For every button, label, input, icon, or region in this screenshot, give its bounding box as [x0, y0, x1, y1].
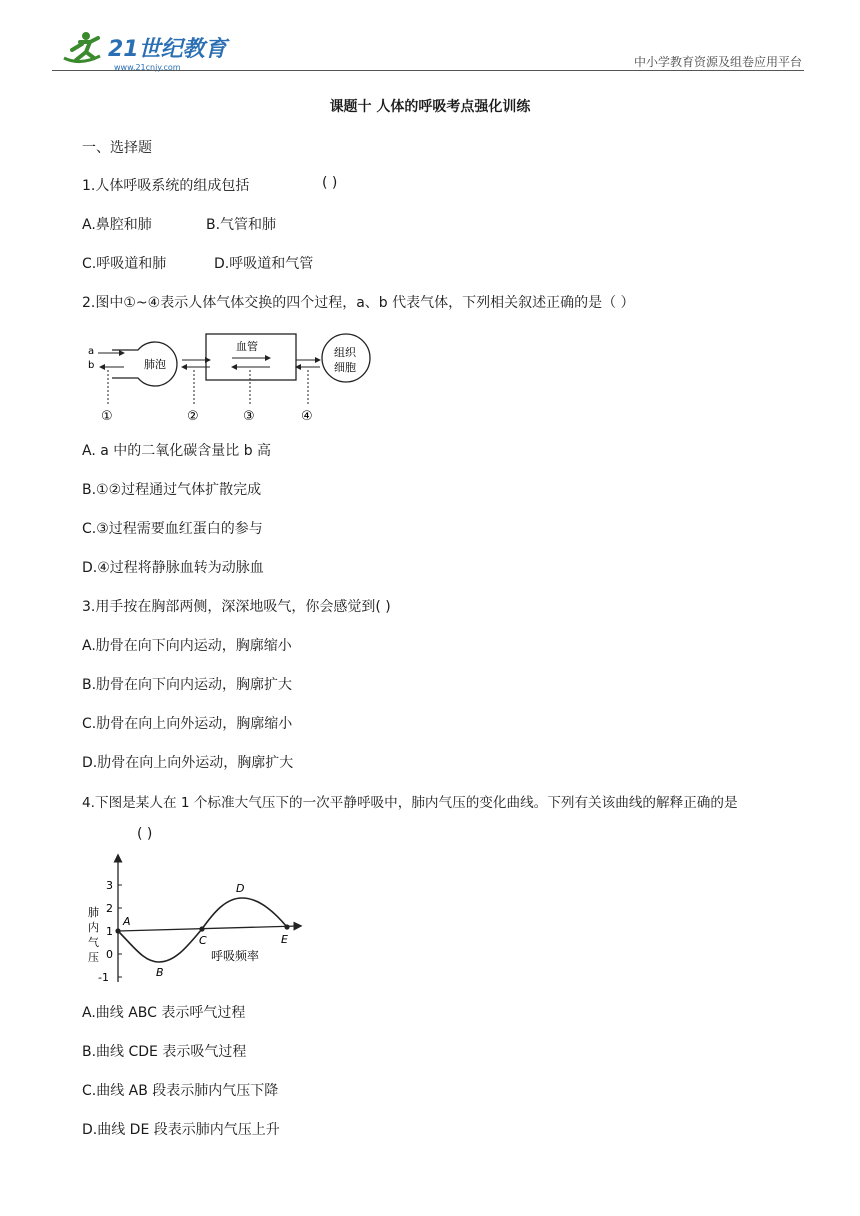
- q4-stem: 4.下图是某人在 1 个标准大气压下的一次平静呼吸中，肺内气压的变化曲线。下列有关该曲线的解释正确的是: [82, 795, 738, 811]
- q1-bracket: ( ): [322, 175, 338, 191]
- ylabel-char-1: 肺: [88, 906, 99, 919]
- gas-b-label: b: [88, 360, 95, 371]
- q2-option-c: C.③过程需要血红蛋白的参与: [82, 521, 263, 537]
- process-2-label: ②: [187, 409, 199, 424]
- q4-option-c: C.曲线 AB 段表示肺内气压下降: [82, 1083, 279, 1099]
- q3-option-d: D.肋骨在向上向外运动，胸廓扩大: [82, 755, 294, 771]
- vessel-label: 血管: [236, 340, 258, 353]
- logo-text: 21世纪教育: [108, 37, 227, 62]
- page-title: 课题十 人体的呼吸考点强化训练: [329, 99, 531, 115]
- ylabel-char-2: 内: [88, 921, 99, 934]
- q2-option-a: A. a 中的二氧化碳含量比 b 高: [82, 443, 272, 459]
- point-b-label: B: [156, 966, 164, 979]
- q1-option-a: A.鼻腔和肺: [82, 217, 152, 233]
- q3-option-a: A.肋骨在向下向内运动，胸廓缩小: [82, 638, 292, 654]
- point-a-label: A: [123, 915, 131, 928]
- q4-option-d: D.曲线 DE 段表示肺内气压上升: [82, 1122, 280, 1138]
- q2-option-d: D.④过程将静脉血转为动脉血: [82, 560, 264, 576]
- site-logo: [60, 28, 240, 74]
- point-e-label: E: [281, 933, 288, 946]
- y-tick-1: 1: [106, 925, 113, 938]
- lung-pressure-chart: [84, 852, 310, 986]
- alveolus-label: 肺泡: [144, 358, 166, 371]
- process-3-label: ③: [243, 409, 255, 424]
- gas-exchange-diagram: [84, 326, 384, 424]
- q1-option-b: B.气管和肺: [206, 217, 277, 233]
- cell-label-1: 组织: [334, 346, 356, 359]
- q1-stem: 1.人体呼吸系统的组成包括: [82, 178, 250, 194]
- platform-name: 中小学教育资源及组卷应用平台: [633, 55, 802, 69]
- point-c-label: C: [199, 934, 207, 947]
- point-d-label: D: [236, 882, 245, 895]
- q3-option-c: C.肋骨在向上向外运动，胸廓缩小: [82, 716, 293, 732]
- process-4-label: ④: [301, 409, 313, 424]
- process-1-label: ①: [101, 409, 113, 424]
- y-tick-neg1: -1: [98, 971, 109, 984]
- y-tick-0: 0: [106, 948, 113, 961]
- q3-option-b: B.肋骨在向下向内运动，胸廓扩大: [82, 677, 293, 693]
- x-axis-label: 呼吸频率: [211, 949, 260, 963]
- ylabel-char-4: 压: [88, 951, 99, 964]
- point-a: [115, 928, 120, 933]
- q1-option-d: D.呼吸道和气管: [214, 256, 314, 272]
- q2-stem: 2.图中①~④表示人体气体交换的四个过程，a、b 代表气体，下列相关叙述正确的是（ ）: [82, 295, 635, 311]
- q4-option-b: B.曲线 CDE 表示吸气过程: [82, 1044, 247, 1060]
- point-e: [284, 924, 289, 929]
- q3-stem: 3.用手按在胸部两侧，深深地吸气，你会感觉到( ): [82, 599, 391, 615]
- gas-a-label: a: [88, 346, 95, 357]
- q2-option-b: B.①②过程通过气体扩散完成: [82, 482, 262, 498]
- y-tick-2: 2: [106, 902, 113, 915]
- y-tick-3: 3: [106, 879, 113, 892]
- q4-option-a: A.曲线 ABC 表示呼气过程: [82, 1005, 246, 1021]
- header-divider: [52, 70, 804, 71]
- section-heading: 一、选择题: [82, 140, 152, 156]
- cell-label-2: 细胞: [334, 361, 356, 374]
- q4-bracket: ( ): [137, 826, 153, 842]
- q1-option-c: C.呼吸道和肺: [82, 256, 167, 272]
- logo-url: www.21cnjy.com: [114, 63, 181, 72]
- point-c: [199, 926, 204, 931]
- ylabel-char-3: 气: [88, 936, 99, 949]
- runner-icon: [64, 32, 100, 62]
- x-axis: [118, 926, 298, 931]
